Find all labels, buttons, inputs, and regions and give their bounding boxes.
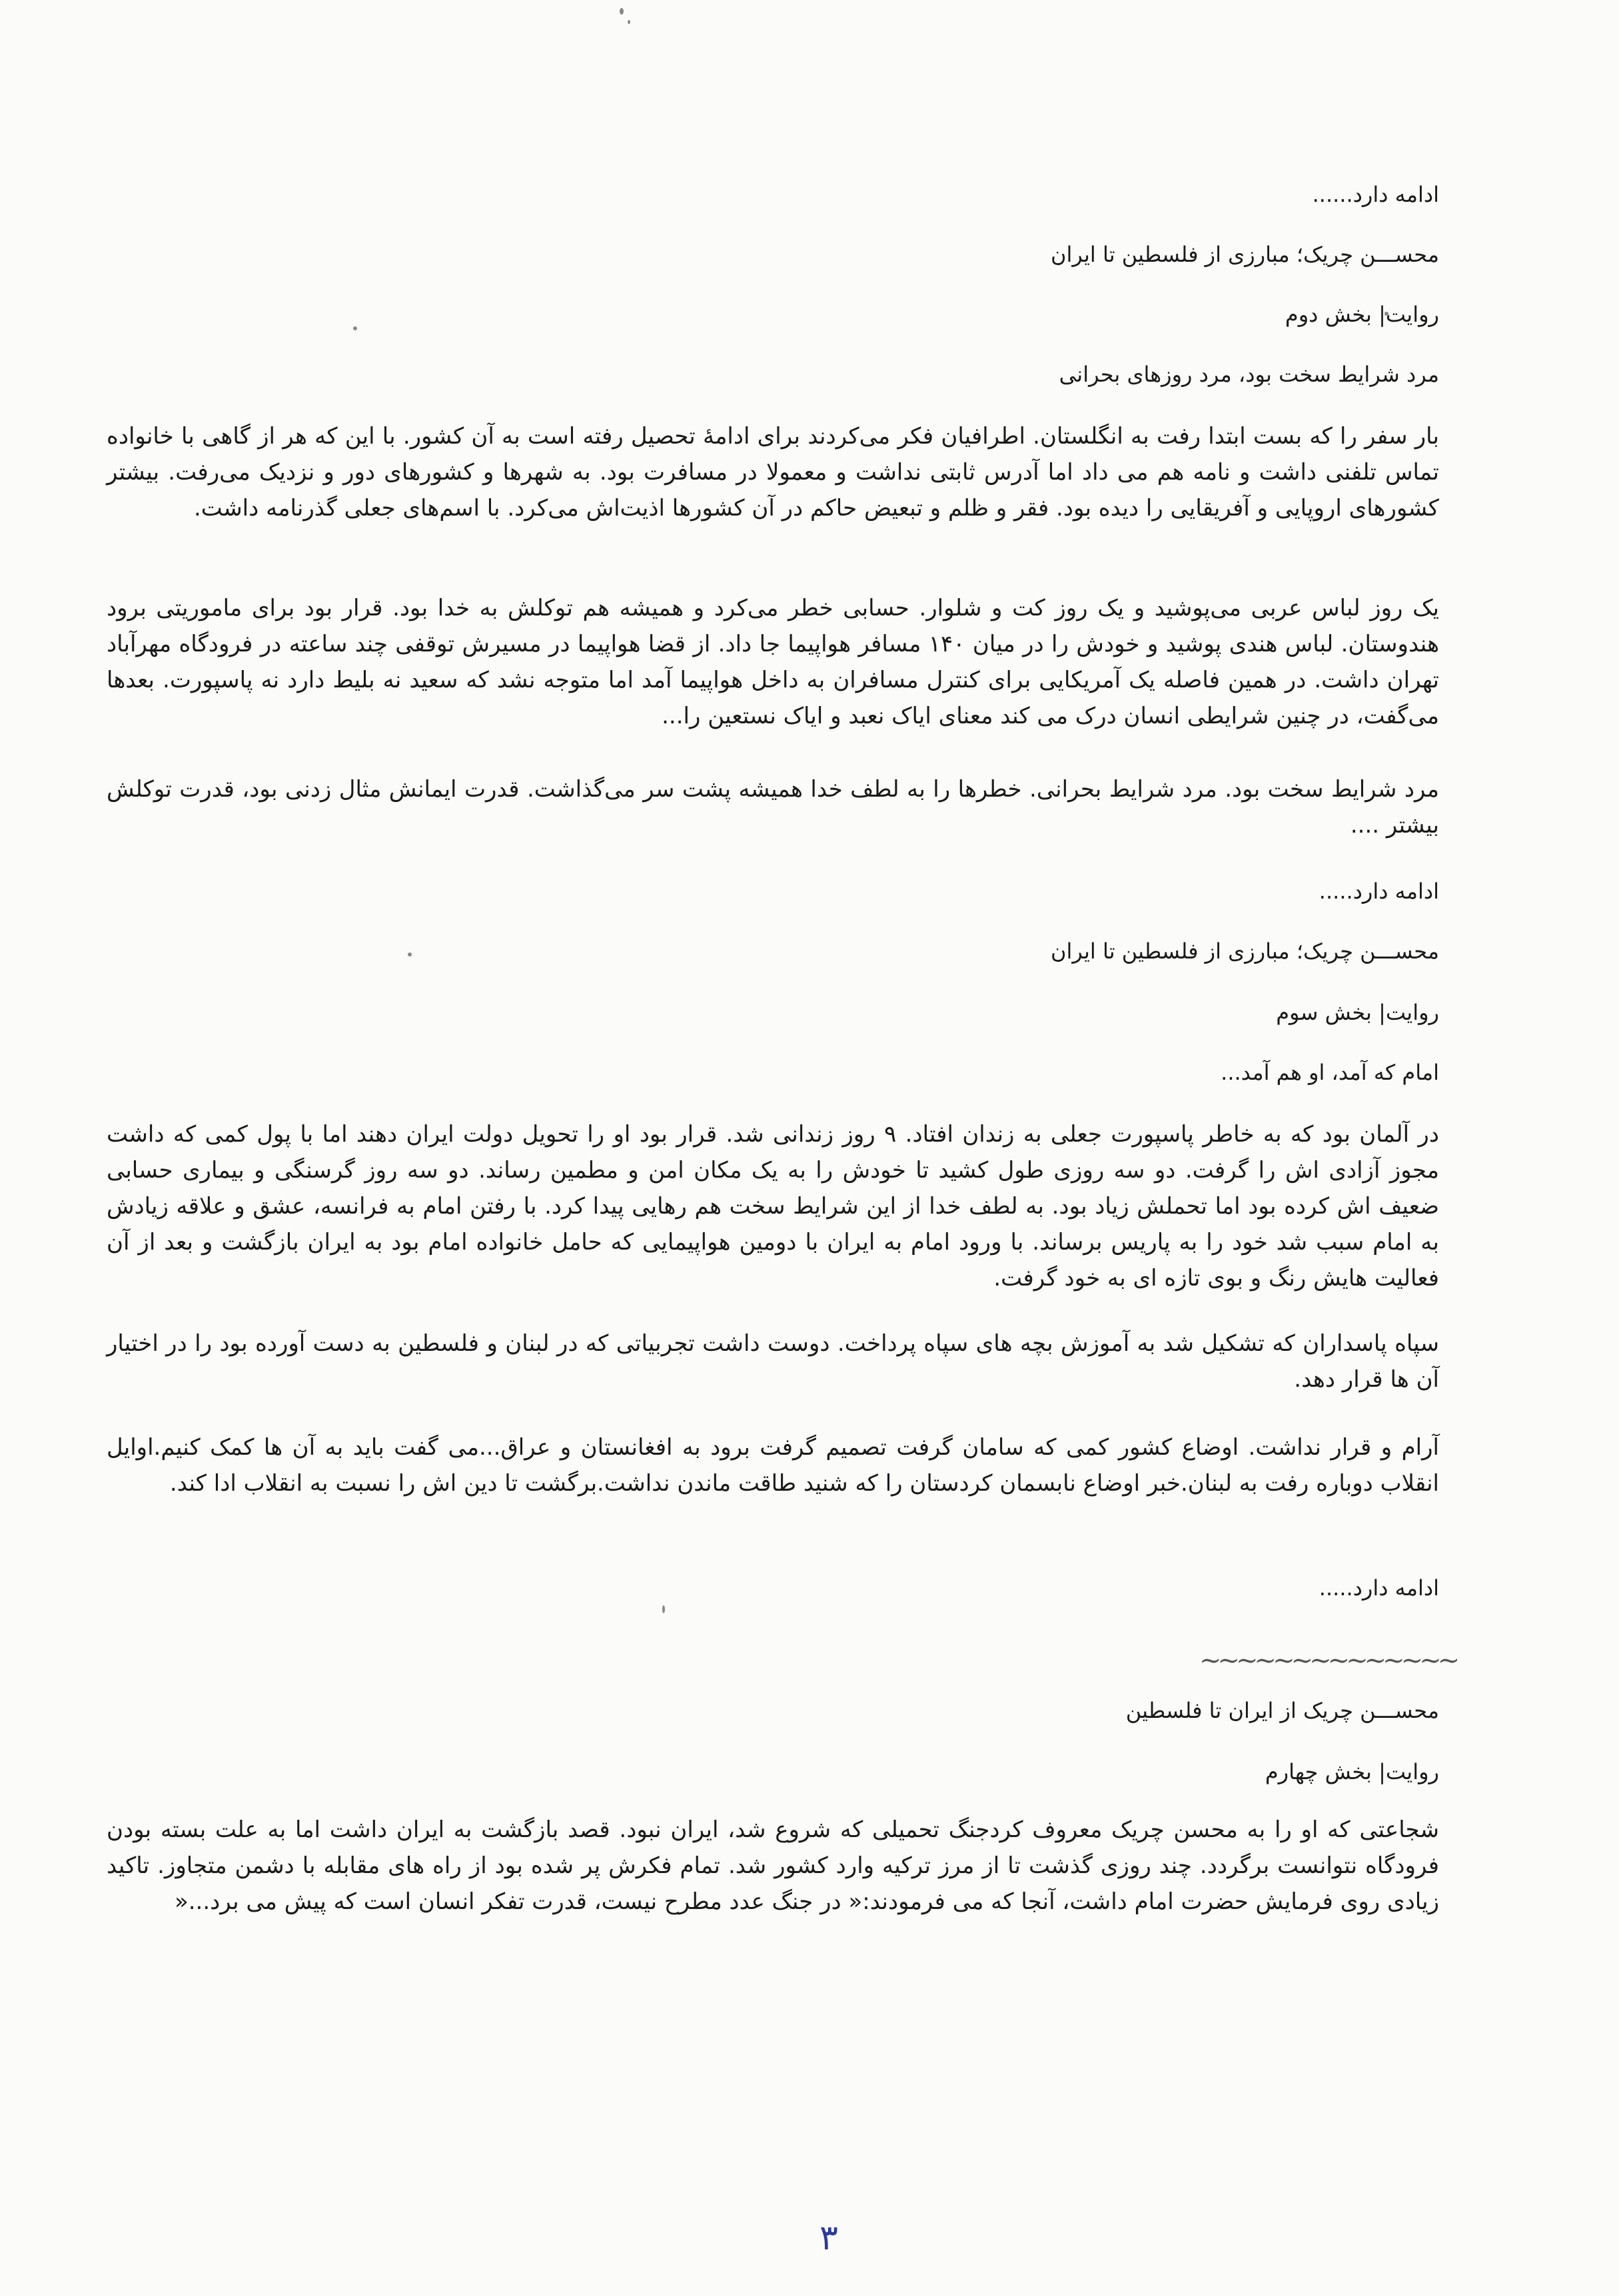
section-title-3: محســـن چریک از ایران تا فلسطین xyxy=(1125,1698,1439,1723)
paragraph: یک روز لباس عربی می‌پوشید و یک روز کت و شلوار. حسابی خطر می‌کرد و همیشه هم توکلش به خدا بود. قرار بود برای ماموریتی برود هندوستان. لباس هندی پوشید و خودش را در میان ۱۴۰ مسافر هواپیما جا داد. از قضا هواپیما در مسیرش توقفی چند ساعته در فرودگاه مهرآباد تهران داشت. در همین فاصله یک آمریکایی برای کنترل مسافران به داخل هواپیما آمد اما متوجه نشد که سعید نه بلیط دارد نه پاسپورت. بعدها می‌گفت، در چنین شرایطی انسان درک می کند معنای ایاک نعبد و ایاک نستعین را... xyxy=(107,595,1439,729)
section-subtitle-2: امام که آمد، او هم آمد... xyxy=(1221,1060,1439,1085)
section-divider: ~~~~~~~~~~~~~~ xyxy=(1199,1645,1456,1676)
section-part-2: روایت| بخش سوم xyxy=(1276,1000,1439,1025)
paragraph: سپاه پاسداران که تشکیل شد به آموزش بچه های سپاه پرداخت. دوست داشت تجربیاتی که در لبنان و فلسطین به دست آورده بود را در اختیار آن ها قرار دهد. xyxy=(107,1330,1439,1393)
section-subtitle-1: مرد شرایط سخت بود، مرد روزهای بحرانی xyxy=(1059,362,1439,387)
continued-note-2: ادامه دارد..... xyxy=(1319,879,1439,904)
paragraph: بار سفر را که بست ابتدا رفت به انگلستان. اطرافیان فکر می‌کردند برای ادامهٔ تحصیل رفته است به آن کشور. با این که هر از گاهی با خانواده تماس تلفنی داشت و نامه هم می داد اما آدرس ثابتی نداشت و معمولا در مسافرت بود. به شهرها و کشورهای دور و نزدیک می‌رفت. بیشتر کشورهای اروپایی و آفریقایی را دیده بود. فقر و ظلم و تبعیض حاکم در آن کشورها اذیت‌اش می‌کرد. با اسم‌های جعلی گذرنامه داشت. xyxy=(107,423,1439,522)
page-number: ۳ xyxy=(819,2218,838,2258)
paragraph: آرام و قرار نداشت. اوضاع کشور کمی که سامان گرفت تصمیم گرفت برود به افغانستان و عراق...می گفت باید به آن ها کمک کنیم.اوایل انقلاب دوباره رفت به لبنان.خبر اوضاع نابسمان کردستان را که شنید طاقت ماندن نداشت.برگشت تا دین اش را نسبت به انقلاب ادا کند. xyxy=(107,1434,1439,1497)
section-part-3: روایت| بخش چهارم xyxy=(1265,1759,1439,1784)
paragraph: شجاعتی که او را به محسن چریک معروف کردجنگ تحمیلی که شروع شد، ایران نبود. قصد بازگشت به ایران داشت اما به علت بسته بودن فرودگاه نتوانست برگردد. چند روزی گذشت تا از مرز ترکیه وارد کشور شد. تمام فکرش پر شده بود از راه های مقابله با دشمن متجاوز. تاکید زیادی روی فرمایش حضرت امام داشت، آنجا که می فرمودند:« در جنگ عدد مطرح نیست، قدرت تفکر انسان است که پیش می برد...« xyxy=(107,1816,1439,1915)
scan-speck xyxy=(620,8,624,15)
continued-note-3: ادامه دارد..... xyxy=(1319,1575,1439,1601)
scan-speck xyxy=(408,953,412,957)
scan-speck xyxy=(628,20,630,24)
continued-note-1: ادامه دارد...... xyxy=(1312,182,1439,207)
scan-speck xyxy=(662,1605,665,1613)
scan-speck xyxy=(353,326,357,330)
paragraph: مرد شرایط سخت بود. مرد شرایط بحرانی. خطرها را به لطف خدا همیشه پشت سر می‌گذاشت. قدرت ایمانش مثال زدنی بود، قدرت توکلش بیشتر .... xyxy=(107,776,1439,839)
paragraph: در آلمان بود که به خاطر پاسپورت جعلی به زندان افتاد. ۹ روز زندانی شد. قرار بود او را تحویل دولت ایران دهند اما با پول کمی که داشت مجوز آزادی اش را گرفت. دو سه روزی طول کشید تا خودش را به یک مکان امن و مطمین رساند. دو سه روز گرسنگی و بیماری حسابی ضعیف اش کرده بود اما تحملش زیاد بود. به لطف خدا از این شرایط سخت هم رهایی پیدا کرد. با رفتن امام به فرانسه، عشق و علاقه زیادش به امام سبب شد خود را به پاریس برساند. با ورود امام به ایران با دومین هواپیمایی که حامل خانواده امام بود به ایران بازگشت و بعد از آن فعالیت هایش رنگ و بوی تازه ای به خود گرفت. xyxy=(107,1121,1439,1292)
section-title-1: محســـن چریک؛ مبارزی از فلسطین تا ایران xyxy=(1050,242,1439,267)
section-title-2: محســـن چریک؛ مبارزی از فلسطین تا ایران xyxy=(1050,939,1439,964)
section-part-1: روایت| بخش دوم xyxy=(1285,302,1439,327)
